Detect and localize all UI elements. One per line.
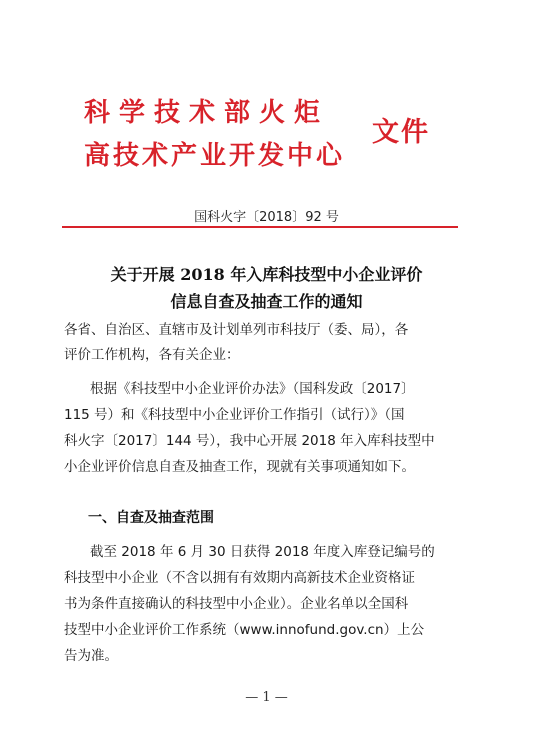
section-1-line-5: 告为准。 xyxy=(64,648,118,664)
section-1-heading: 一、自查及抽查范围 xyxy=(88,510,214,526)
section-1-line-1: 截至 2018 年 6 月 30 日获得 2018 年度入库登记编号的 xyxy=(90,544,435,560)
issuing-org-line-2: 高技术产业开发中心 xyxy=(84,141,346,171)
paragraph-1-line-3: 科火字〔2017〕144 号），我中心开展 2018 年入库科技型中 xyxy=(64,433,435,449)
notice-title-line-2: 信息自查及抽查工作的通知 xyxy=(170,292,363,311)
red-divider-line xyxy=(62,226,458,228)
notice-title-line-1: 关于开展 2018 年入库科技型中小企业评价 xyxy=(110,265,423,284)
paragraph-1-line-1: 根据《科技型中小企业评价办法》（国科发政〔2017〕 xyxy=(90,381,415,397)
issuing-org-line-1: 科学技术部火炬 xyxy=(84,98,330,128)
salutation-line-1: 各省、自治区、直辖市及计划单列市科技厅（委、局），各 xyxy=(64,322,409,338)
document-number: 国科火字〔2018〕92 号 xyxy=(194,210,339,225)
document-type-label: 文件 xyxy=(372,117,430,148)
paragraph-1-line-2: 115 号）和《科技型中小企业评价工作指引（试行）》（国 xyxy=(64,407,405,423)
paragraph-1-line-4: 小企业评价信息自查及抽查工作，现就有关事项通知如下。 xyxy=(64,459,415,475)
page-number: — 1 — xyxy=(245,690,288,705)
section-1-line-2: 科技型中小企业（不含以拥有有效期内高新技术企业资格证 xyxy=(64,570,415,586)
salutation-line-2: 评价工作机构，各有关企业： xyxy=(64,347,240,363)
section-1-line-4: 技型中小企业评价工作系统（www.innofund.gov.cn）上公 xyxy=(64,622,425,638)
section-1-line-3: 书为条件直接确认的科技型中小企业）。企业名单以全国科 xyxy=(64,596,409,612)
